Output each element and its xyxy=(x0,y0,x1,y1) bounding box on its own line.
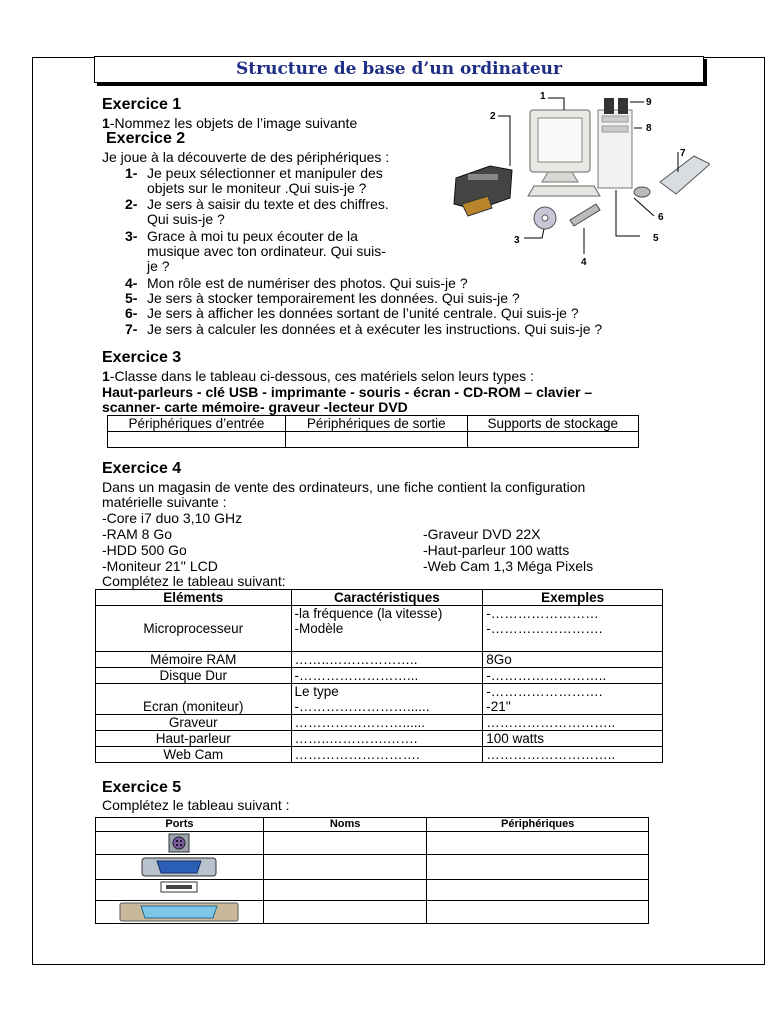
header-output-devices: Périphériques de sortie xyxy=(285,416,467,432)
spec-hdd: -HDD 500 Go xyxy=(102,542,187,558)
exercise-3-materials-line-2: scanner- carte mémoire- graveur -lecteur DVD xyxy=(102,399,408,415)
exercise-4-complete: Complétez le tableau suivant: xyxy=(102,573,286,589)
table-row xyxy=(96,832,649,855)
usb-key-icon xyxy=(570,204,600,226)
row-hdd-characteristics[interactable]: -……………………... xyxy=(291,668,483,684)
header-characteristics: Caractéristiques xyxy=(291,590,483,606)
spec-webcam: -Web Cam 1,3 Méga Pixels xyxy=(423,558,594,574)
table-row xyxy=(96,747,663,763)
row-cpu-element: Microprocesseur xyxy=(96,606,292,652)
row-speaker-examples: 100 watts xyxy=(483,731,663,747)
row-screen-examples[interactable]: -……………………. -21'' xyxy=(483,684,663,715)
parallel-port-icon xyxy=(119,902,239,922)
peripheral-cell[interactable] xyxy=(427,901,649,924)
header-names: Noms xyxy=(263,818,427,832)
tower-icon xyxy=(598,110,632,188)
spec-ram: -RAM 8 Go xyxy=(102,526,173,542)
cell-output-devices[interactable] xyxy=(285,432,467,448)
row-hdd-examples[interactable]: -…………………….. xyxy=(483,668,663,684)
row-webcam-element: Web Cam xyxy=(96,747,292,763)
figure-label-6: 6 xyxy=(658,212,664,223)
table-row xyxy=(96,715,663,731)
exercise-2-intro: Je joue à la découverte de des périphériques : xyxy=(102,149,390,165)
table-row xyxy=(96,606,663,652)
figure-label-7: 7 xyxy=(680,148,686,159)
peripheral-cell[interactable] xyxy=(427,832,649,855)
vga-port-icon xyxy=(141,856,217,878)
exercise-4-table xyxy=(95,589,663,763)
spec-cpu: -Core i7 duo 3,10 GHz xyxy=(102,510,243,526)
scanner-icon xyxy=(660,156,710,194)
port-cell xyxy=(96,901,264,924)
table-row xyxy=(96,731,663,747)
row-burner-characteristics[interactable]: ……………………...... xyxy=(291,715,483,731)
table-row xyxy=(96,684,663,715)
exercise-1-heading: Exercice 1 xyxy=(102,96,182,113)
exercise-3-table xyxy=(107,415,639,448)
header-peripherals: Périphériques xyxy=(427,818,649,832)
exercise-5-table xyxy=(95,817,649,924)
table-row xyxy=(96,901,649,924)
mouse-icon xyxy=(634,187,650,197)
exercise-3-heading: Exercice 3 xyxy=(102,349,182,366)
row-hdd-element: Disque Dur xyxy=(96,668,292,684)
name-cell[interactable] xyxy=(263,832,427,855)
row-cpu-characteristics: -la fréquence (la vitesse) -Modèle xyxy=(291,606,483,652)
usb-port-icon xyxy=(160,881,198,893)
row-webcam-examples[interactable]: ……………………….. xyxy=(483,747,663,763)
row-speaker-characteristics[interactable]: ……..………….……. xyxy=(291,731,483,747)
row-burner-element: Graveur xyxy=(96,715,292,731)
name-cell[interactable] xyxy=(263,855,427,880)
monitor-icon xyxy=(530,110,590,182)
table-row xyxy=(96,880,649,901)
figure-label-3: 3 xyxy=(514,235,520,246)
cd-rom-icon xyxy=(534,207,556,229)
port-cell xyxy=(96,855,264,880)
row-ram-element: Mémoire RAM xyxy=(96,652,292,668)
header-ports: Ports xyxy=(96,818,264,832)
exercise-4-intro-line-1: Dans un magasin de vente des ordinateurs, une fiche contient la configuration xyxy=(102,479,586,495)
exercise-1-instruction: 1-Nommez les objets de l’image suivante xyxy=(102,115,358,131)
port-cell xyxy=(96,832,264,855)
cell-input-devices[interactable] xyxy=(108,432,286,448)
table-row xyxy=(96,668,663,684)
figure-label-5: 5 xyxy=(653,233,659,244)
ps2-port-icon xyxy=(168,833,190,853)
row-cpu-examples[interactable]: -…………………… -……………………. xyxy=(483,606,663,652)
page-title-box xyxy=(94,56,704,83)
keyboard-icon xyxy=(528,186,600,196)
row-ram-examples: 8Go xyxy=(483,652,663,668)
row-screen-characteristics[interactable]: Le type -……………………...... xyxy=(291,684,483,715)
name-cell[interactable] xyxy=(263,901,427,924)
printer-icon xyxy=(454,166,512,216)
spec-monitor: -Moniteur 21'' LCD xyxy=(102,558,218,574)
computer-parts-figure xyxy=(448,86,710,272)
header-storage: Supports de stockage xyxy=(467,416,638,432)
table-row xyxy=(96,855,649,880)
figure-label-1: 1 xyxy=(540,91,546,102)
row-burner-examples[interactable]: ……………………….. xyxy=(483,715,663,731)
exercise-4-intro-line-2: matérielle suivante : xyxy=(102,494,227,510)
table-row xyxy=(96,652,663,668)
cell-storage[interactable] xyxy=(467,432,638,448)
exercise-4-heading: Exercice 4 xyxy=(102,460,182,477)
exercise-3-materials-line-1: Haut-parleurs - clé USB - imprimante - souris - écran - CD-ROM – clavier – xyxy=(102,384,593,400)
header-input-devices: Périphériques d’entrée xyxy=(108,416,286,432)
row-speaker-element: Haut-parleur xyxy=(96,731,292,747)
header-examples: Exemples xyxy=(483,590,663,606)
figure-label-2: 2 xyxy=(490,111,496,122)
spec-burner: -Graveur DVD 22X xyxy=(423,526,541,542)
row-screen-element: Ecran (moniteur) xyxy=(96,684,292,715)
figure-label-4: 4 xyxy=(581,257,587,268)
name-cell[interactable] xyxy=(263,880,427,901)
exercise-3-instruction: 1-Classe dans le tableau ci-dessous, ces matériels selon leurs types : xyxy=(102,368,534,384)
figure-label-8: 8 xyxy=(646,123,652,134)
exercise-2-heading: Exercice 2 xyxy=(106,130,186,147)
exercise-5-heading: Exercice 5 xyxy=(102,779,182,796)
row-ram-characteristics[interactable]: ……..……………….. xyxy=(291,652,483,668)
port-cell xyxy=(96,880,264,901)
header-elements: Eléments xyxy=(96,590,292,606)
page-title: Structure de base d’un ordinateur xyxy=(236,59,562,79)
spec-speaker: -Haut-parleur 100 watts xyxy=(423,542,570,558)
figure-label-9: 9 xyxy=(646,97,652,108)
row-webcam-characteristics[interactable]: ………………………. xyxy=(291,747,483,763)
peripheral-cell[interactable] xyxy=(427,855,649,880)
peripheral-cell[interactable] xyxy=(427,880,649,901)
exercise-5-complete: Complétez le tableau suivant : xyxy=(102,797,290,813)
